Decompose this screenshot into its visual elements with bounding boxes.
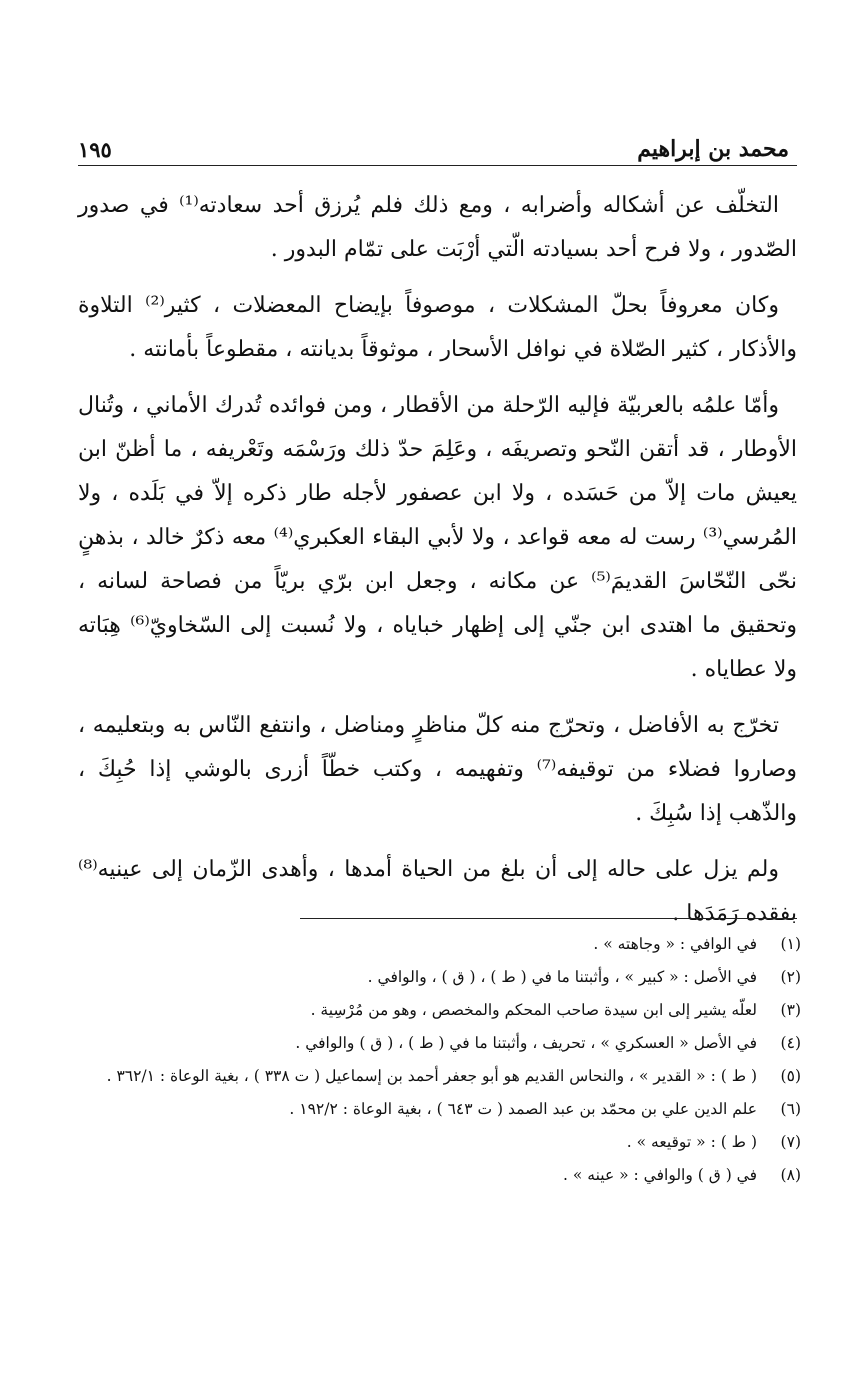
footnote-number: (٢) — [780, 968, 801, 986]
paragraph: تخرّج به الأفاضل ، وتحرّج منه كلّ مناظرٍ ومناضل ، وانتفع النّاس به وبتعليمه ، وصاروا فضلاء من توقيفه⁽⁷⁾ وتفهيمه ، وكتب خطّاً أزرى بالوشي إذا حُبِكَ ، والذّهب إذا سُبِكَ . — [78, 713, 797, 826]
footnote-text: في الوافي : « وجاهته » . — [593, 935, 757, 953]
footnote-text: في الأصل : « كبير » ، وأثبتنا ما في ( ط ) ، ( ق ) ، والوافي . — [367, 968, 757, 986]
footnote-text: في الأصل « العسكري » ، تحريف ، وأثبتنا ما في ( ط ) ، ( ق ) والوافي . — [295, 1034, 757, 1052]
footnote-number: (١) — [780, 935, 801, 953]
paragraph: وكان معروفاً بحلّ المشكلات ، موصوفاً بإيضاح المعضلات ، كثير⁽²⁾ التلاوة والأذكار ، كثير الصّلاة في نوافل الأسحار ، موثوقاً بديانته ، مقطوعاً بأمانته . — [78, 293, 797, 362]
footnote — [78, 1027, 801, 1060]
paragraph: وأمّا علمُه بالعربيّة فإليه الرّحلة من الأقطار ، ومن فوائده تُدرك الأماني ، وتُنال الأوطار ، قد أتقن النّحو وتصريفَه ، وعَلِمَ حدّ ذلك ورَسْمَه وتَعْريفه ، ما أظنّ ابن يعيش مات إلاّ من حَسَده ، ولا ابن عصفور لأجله طار ذكره إلاّ في بَلَده ، ولا المُرسي⁽³⁾ رست له معه قواعد ، ولا لأبي البقاء العكبري⁽⁴⁾ معه ذكرٌ خالد ، بذهنٍ نحّى النّحّاسَ القديمَ⁽⁵⁾ عن مكانه ، وجعل ابن برّي بريّاً من فصاحة لسانه ، وتحقيق ما اهتدى ابن جنّي إلى إظهار خباياه ، ولا نُسبت إلى السّخاويّ⁽⁶⁾ هِبَاته ولا عطاياه . — [78, 393, 797, 682]
footnotes — [78, 928, 801, 1192]
footnote-number: (٣) — [780, 1001, 801, 1019]
footnote-text: لعلّه يشير إلى ابن سيدة صاحب المحكم والمخصص ، وهو من مُرْسِية . — [310, 1001, 757, 1019]
footnote-number: (٦) — [780, 1100, 801, 1118]
paragraph: التخلّف عن أشكاله وأضرابه ، ومع ذلك فلم يُرزق أحد سعادته⁽¹⁾ في صدور الصّدور ، ولا فرح أحد بسيادته الّتي أرْبَت على تمّام البدور . — [78, 193, 797, 262]
footnote — [78, 1126, 801, 1159]
footnote-number: (٤) — [780, 1034, 801, 1052]
page-header — [78, 128, 789, 162]
footnote-text: ( ط ) : « توقيعه » . — [626, 1133, 757, 1151]
footnote-rule — [300, 918, 797, 919]
footnote — [78, 1159, 801, 1192]
paragraph: ولم يزل على حاله إلى أن بلغ من الحياة أمدها ، وأهدى الزّمان إلى عينيه⁽⁸⁾ بفقده رَمَدَها . — [78, 857, 797, 926]
page-number: ١٩٥ — [78, 137, 112, 162]
footnote-number: (٨) — [780, 1166, 801, 1184]
header-rule — [78, 165, 797, 166]
footnote-number: (٥) — [780, 1067, 801, 1085]
footnote-text: ( ط ) : « القدير » ، والنحاس القديم هو أبو جعفر أحمد بن إسماعيل ( ت ٣٣٨ ) ، بغية الوعاة : ٣٦٢/١ . — [106, 1067, 757, 1085]
running-title: محمد بن إبراهيم — [637, 136, 789, 162]
footnote — [78, 1060, 801, 1093]
footnote — [78, 994, 801, 1027]
footnote — [78, 928, 801, 961]
main-text — [78, 184, 797, 948]
footnote-text: في ( ق ) والوافي : « عينه » . — [563, 1166, 757, 1184]
footnote-number: (٧) — [780, 1133, 801, 1151]
footnote-text: علم الدين علي بن محمّد بن عبد الصمد ( ت ٦٤٣ ) ، بغية الوعاة : ١٩٢/٢ . — [289, 1100, 757, 1118]
footnote — [78, 1093, 801, 1126]
footnote — [78, 961, 801, 994]
